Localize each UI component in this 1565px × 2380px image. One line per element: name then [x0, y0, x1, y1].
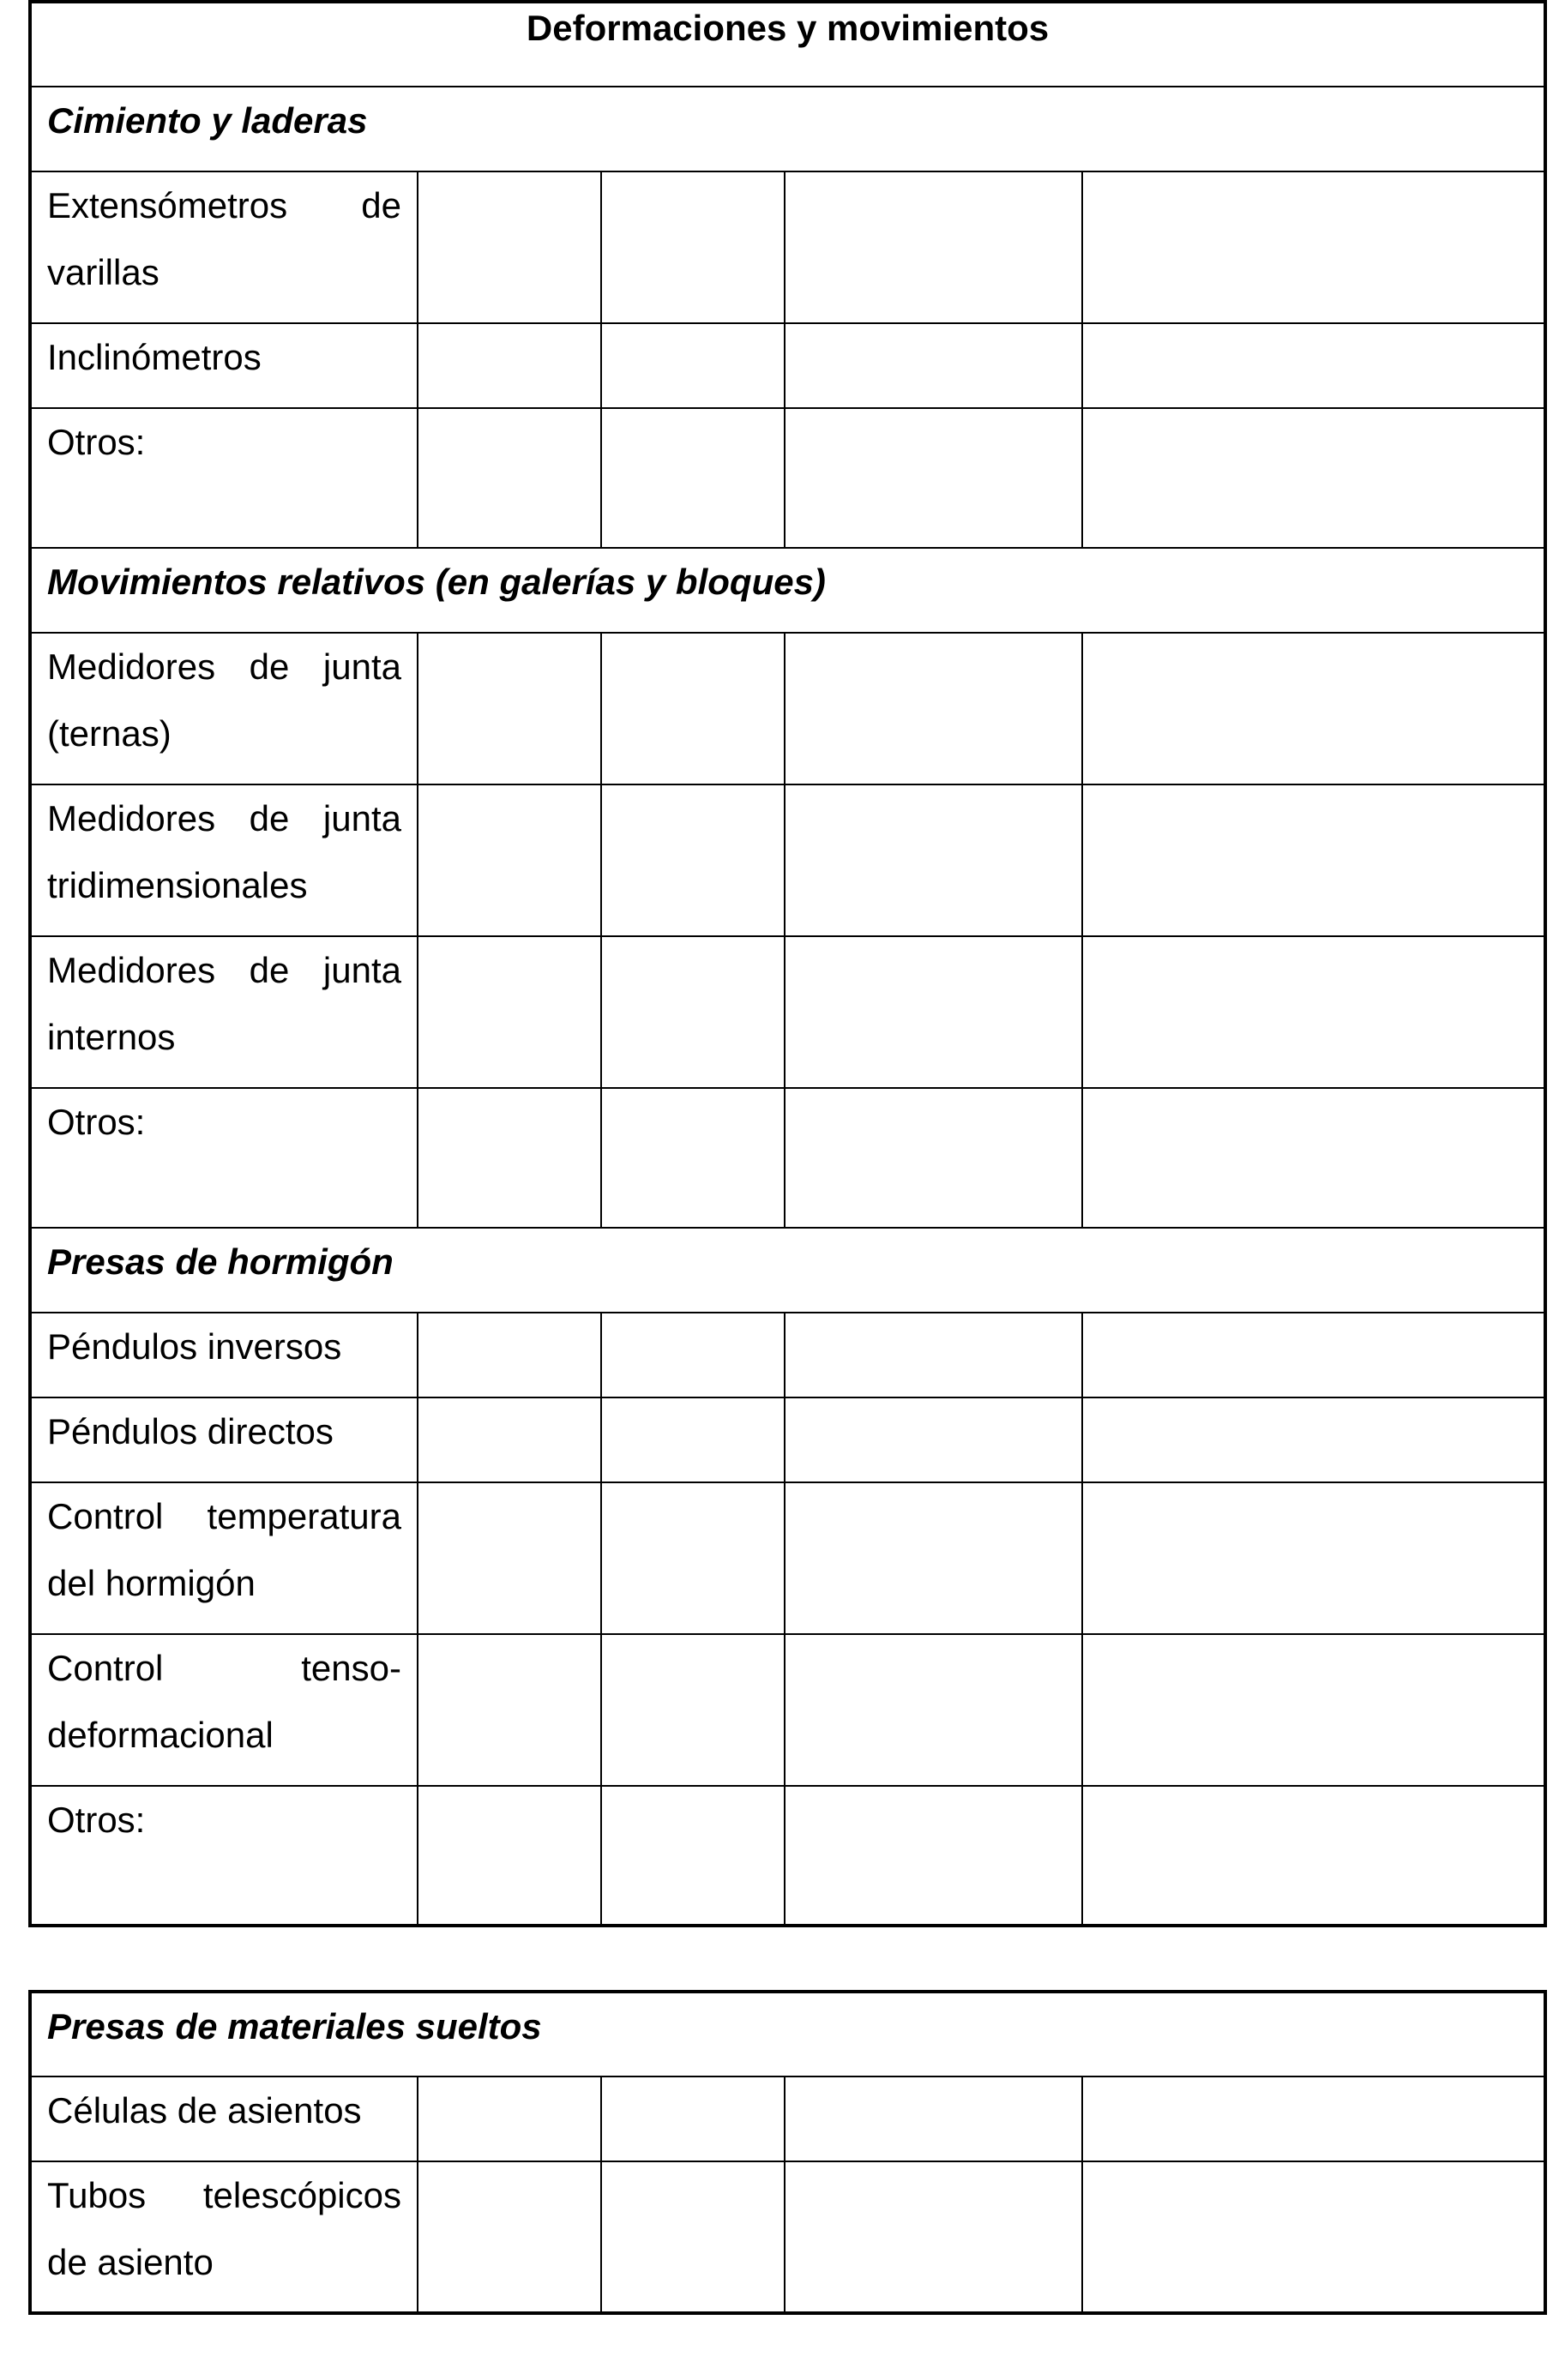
- row-label: Control temperatura del hormigón: [30, 1482, 418, 1634]
- table-cell: [1082, 171, 1545, 323]
- table-cell: [785, 1313, 1082, 1397]
- section-heading-hormigon: Presas de hormigón: [30, 1228, 1545, 1313]
- table-cell: [785, 171, 1082, 323]
- table-cell: [601, 408, 785, 548]
- table-cell: [785, 1088, 1082, 1228]
- table-cell: [601, 2161, 785, 2313]
- table-cell: [601, 784, 785, 936]
- table-cell: [418, 1634, 601, 1786]
- table-cell: [1082, 1786, 1545, 1926]
- row-label: Inclinómetros: [30, 323, 418, 408]
- table-cell: [785, 784, 1082, 936]
- table-cell: [785, 1634, 1082, 1786]
- table-cell: [1082, 1482, 1545, 1634]
- table-cell: [785, 323, 1082, 408]
- row-label: Medidores de junta internos: [30, 936, 418, 1088]
- table-cell: [601, 1397, 785, 1482]
- row-label: Otros:: [30, 408, 418, 548]
- table-cell: [1082, 784, 1545, 936]
- table-cell: [1082, 323, 1545, 408]
- table-cell: [418, 408, 601, 548]
- section-heading-movimientos: Movimientos relativos (en galerías y bloques): [30, 548, 1545, 633]
- table-cell: [418, 1397, 601, 1482]
- table-cell: [418, 1088, 601, 1228]
- table-cell: [601, 1088, 785, 1228]
- table-cell: [418, 633, 601, 784]
- table-cell: [418, 2076, 601, 2161]
- row-label: Medidores de junta (ternas): [30, 633, 418, 784]
- table-cell: [785, 408, 1082, 548]
- table-cell: [418, 1482, 601, 1634]
- table-cell: [785, 2161, 1082, 2313]
- table-title: Deformaciones y movimientos: [30, 2, 1545, 87]
- table-cell: [601, 323, 785, 408]
- table-cell: [785, 1482, 1082, 1634]
- table-cell: [785, 633, 1082, 784]
- row-label: Otros:: [30, 1786, 418, 1926]
- table-cell: [418, 1786, 601, 1926]
- section-heading-materiales: Presas de materiales sueltos: [30, 1992, 1545, 2076]
- deformaciones-table: [28, 0, 1547, 1927]
- row-label: Control tenso-deformacional: [30, 1634, 418, 1786]
- table-cell: [601, 171, 785, 323]
- table-cell: [785, 2076, 1082, 2161]
- table-cell: [785, 1397, 1082, 1482]
- table-cell: [1082, 2161, 1545, 2313]
- table-cell: [1082, 2076, 1545, 2161]
- row-label: Medidores de junta tridimensionales: [30, 784, 418, 936]
- table-cell: [418, 323, 601, 408]
- table-cell: [418, 1313, 601, 1397]
- row-label: Péndulos directos: [30, 1397, 418, 1482]
- table-cell: [601, 1313, 785, 1397]
- table-cell: [418, 784, 601, 936]
- table-cell: [601, 1482, 785, 1634]
- section-heading-cimiento: Cimiento y laderas: [30, 87, 1545, 171]
- table-cell: [601, 2076, 785, 2161]
- table-cell: [418, 171, 601, 323]
- table-cell: [1082, 1634, 1545, 1786]
- row-label: Otros:: [30, 1088, 418, 1228]
- table-cell: [1082, 1397, 1545, 1482]
- table-cell: [601, 1634, 785, 1786]
- table-cell: [601, 936, 785, 1088]
- row-label: Tubos telescópicos de asiento: [30, 2161, 418, 2313]
- table-cell: [418, 936, 601, 1088]
- table-cell: [1082, 408, 1545, 548]
- table-cell: [1082, 633, 1545, 784]
- table-cell: [1082, 936, 1545, 1088]
- table-cell: [785, 1786, 1082, 1926]
- materiales-sueltos-table: [28, 1990, 1547, 2315]
- row-label: Extensómetros de varillas: [30, 171, 418, 323]
- table-cell: [785, 936, 1082, 1088]
- table-cell: [418, 2161, 601, 2313]
- table-cell: [1082, 1088, 1545, 1228]
- table-cell: [1082, 1313, 1545, 1397]
- row-label: Células de asientos: [30, 2076, 418, 2161]
- row-label: Péndulos inversos: [30, 1313, 418, 1397]
- table-cell: [601, 633, 785, 784]
- table-cell: [601, 1786, 785, 1926]
